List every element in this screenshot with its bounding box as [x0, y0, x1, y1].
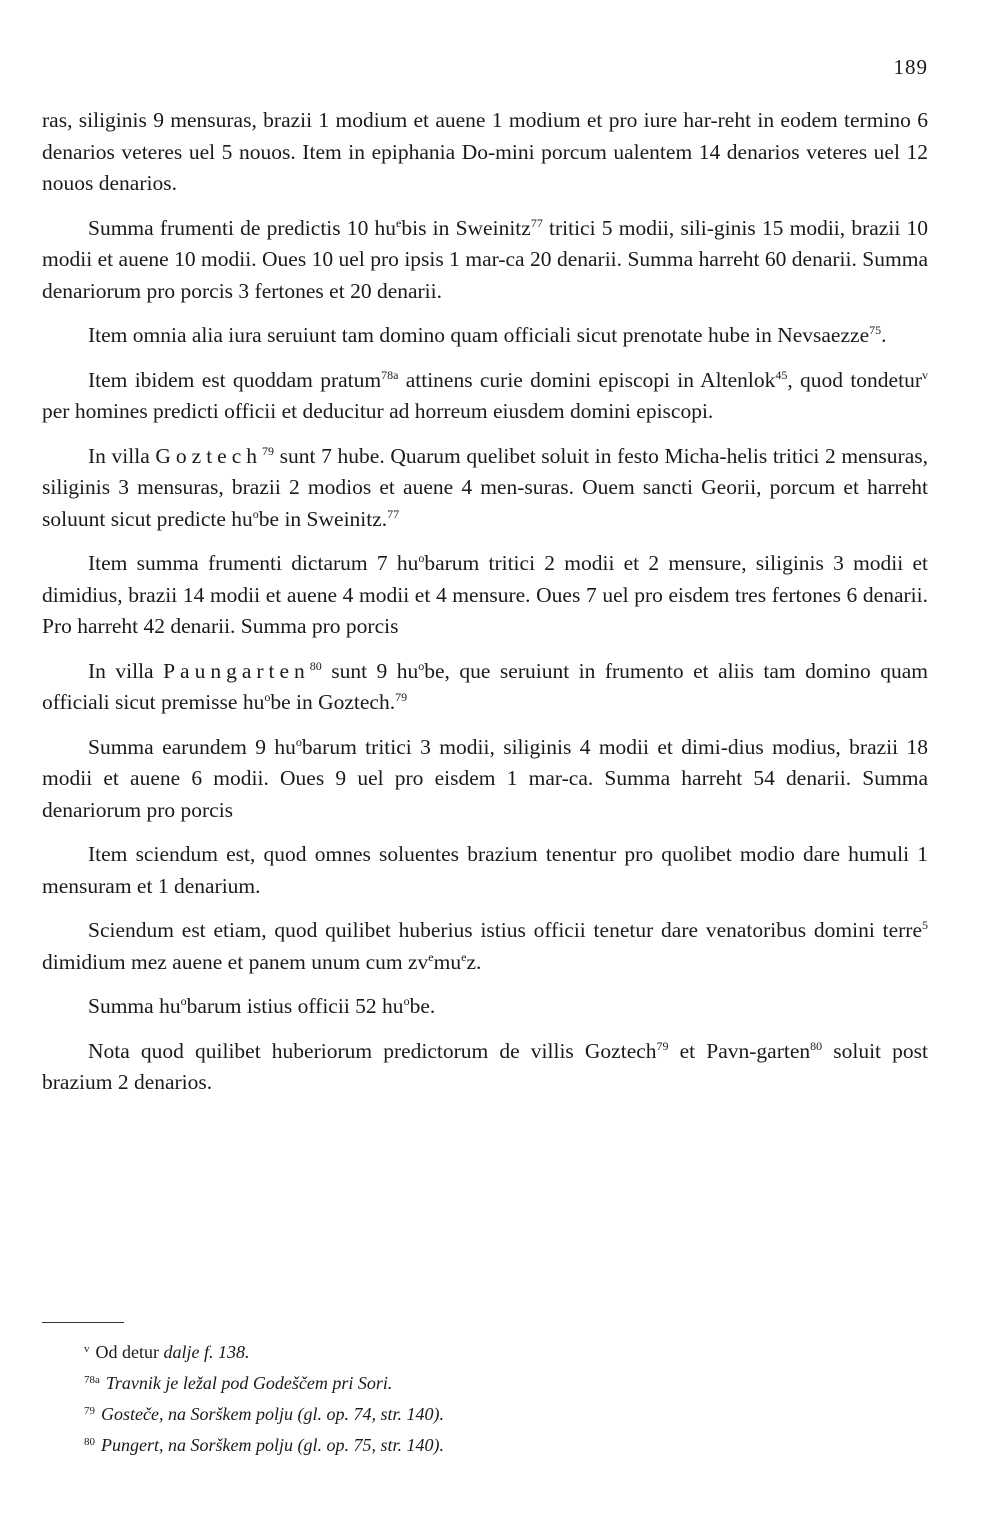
footnote-v: $^v$ Od detur dalje f. 138. [84, 1342, 250, 1362]
paragraph-9: Item sciendum est, quod omnes soluentes brazium tenentur pro quolibet modio dare humuli 1 mensuram et 1 denarium. [42, 842, 928, 898]
place-name-paungarten: Paungarten [163, 658, 310, 683]
paragraph-5: In villa Goztech$^{79}$ sunt 7 hube. Quarum quelibet soluit in festo Micha-helis tritici 2 mensuras, siliginis 3 mensuras, brazii 2 modios et auene 4 men-suras. Ouem sancti Georii, porcum et harreht soluunt sicut predicte $hu^obe$ in Sweinitz.$^{77}$ [42, 443, 928, 531]
paragraph-8: Summa earundem 9 $hu^obarum$ tritici 3 modii, siliginis 4 modii et dimi-dius modius, brazii 18 modii et auene 6 modii. Oues 9 uel pro eisdem 1 mar-ca. Summa harreht 54 denarii. Summa denariorum pro porcis [42, 734, 928, 822]
paragraph-1: ras, siliginis 9 mensuras, brazii 1 modium et auene 1 modium et pro iure har-reht in eodem termino 6 denarios veteres uel 5 nouos. Item in epiphania Do-mini porcum ualentem 14 denarios veteres uel 12 nouos denarios. [42, 108, 928, 195]
main-text [42, 105, 928, 1112]
footnotes [84, 1336, 884, 1460]
footnote-divider [42, 1322, 124, 1323]
paragraph-12: Nota quod quilibet huberiorum predictorum de villis Goztech$^{79}$ et Pavn-garten$^{80}$ soluit post brazium 2 denarios. [42, 1038, 928, 1094]
footnote-79: $^{79}$ Gosteče, na Sorškem polju (gl. op. 74, str. 140). [84, 1404, 444, 1424]
place-name-goztech: Goztech [155, 443, 263, 468]
footnote-80: $^{80}$ Pungert, na Sorškem polju (gl. op. 75, str. 140). [84, 1435, 444, 1455]
footnote-78a: $^{78a}$ Travnik je ležal pod Godeščem pri Sori. [84, 1373, 393, 1393]
paragraph-11: Summa $hu^obarum$ istius officii 52 $hu^obe$. [88, 994, 436, 1018]
paragraph-6: Item summa frumenti dictarum 7 $hu^obarum$ tritici 2 modii et 2 mensure, siliginis 3 modii et dimidius, brazii 14 modii et auene 4 modii et 4 mensure. Oues 7 uel pro eisdem tres fertones 6 denarii. Pro harreht 42 denarii. Summa pro porcis [42, 551, 928, 638]
paragraph-2: Summa frumenti de predictis 10 $hu^ebis$ in Sweinitz$^{77}$ tritici 5 modii, sili-ginis 15 modii, brazii 10 modii et auene 10 modii. Oues 10 uel pro ipsis 1 mar-ca 20 denarii. Summa harreht 60 denarii. Summa denariorum pro porcis 3 fertones et 20 denarii. [42, 215, 928, 303]
paragraph-3: Item omnia alia iura seruiunt tam domino quam officiali sicut prenotate hube in Nevsaezze$^{75}$. [88, 323, 887, 347]
page-number: 189 [893, 55, 928, 79]
paragraph-4: Item ibidem est quoddam pratum$^{78a}$ attinens curie domini episcopi in Altenlok$^{45}$, quod tondetur$^v$ per homines predicti officii et deducitur ad horreum eiusdem domini episcopi. [42, 367, 928, 423]
paragraph-10: Sciendum est etiam, quod quilibet huberius istius officii tenetur dare venatoribus domini terre$^5$ dimidium mez auene et panem unum cum $zv^emu^ez$. [42, 918, 928, 974]
paragraph-7: In villa Paungarten$^{80}$ sunt 9 $hu^obe$, que seruiunt in frumento et aliis tam domino quam officiali sicut premisse $hu^obe$ in Goztech.$^{79}$ [42, 658, 929, 714]
